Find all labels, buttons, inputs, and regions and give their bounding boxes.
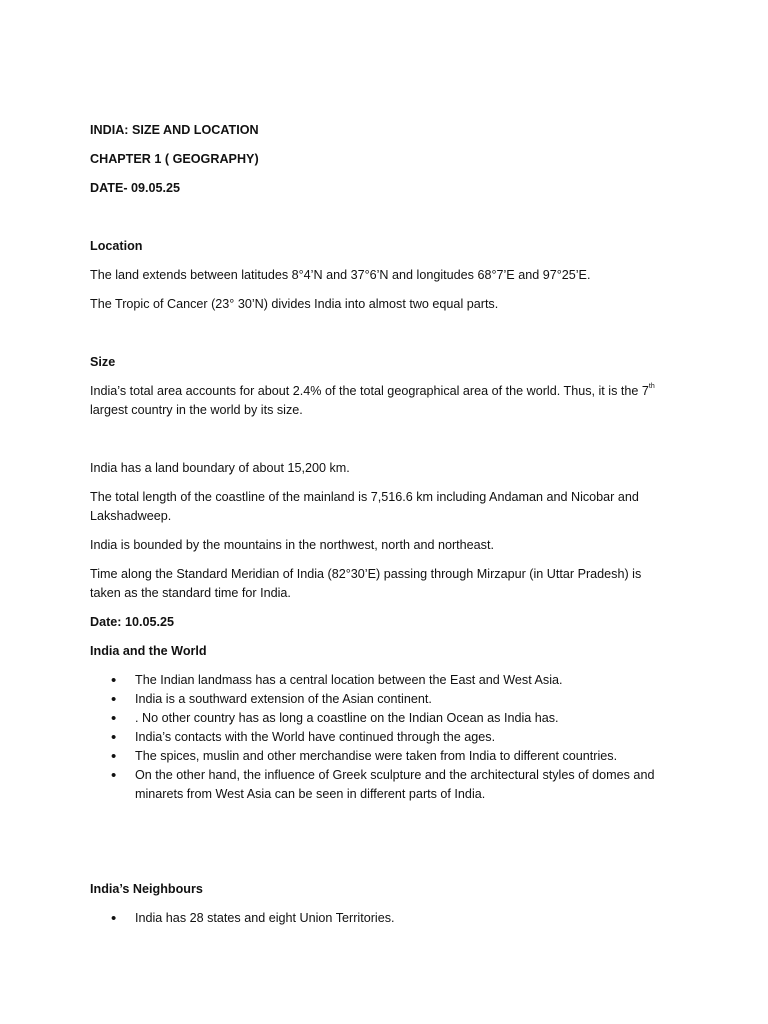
date-label: DATE- 09.05.25 (90, 181, 181, 195)
size-area-text-end: largest country in the world by its size. (90, 403, 303, 417)
neighbours-heading: India’s Neighbours (90, 882, 203, 896)
world-heading: India and the World (90, 644, 207, 658)
world-bullet-list (90, 671, 675, 804)
size-area-text: India’s total area accounts for about 2.4% of the total geographical area of the world. Thus, it is the 7 (90, 384, 649, 398)
neighbours-bullet-list (90, 909, 675, 928)
list-item: • India has 28 states and eight Union Territories. (90, 909, 675, 928)
size-paragraph: India is bounded by the mountains in the northwest, north and northeast. (90, 538, 494, 552)
size-paragraph: India has a land boundary of about 15,200 km. (90, 461, 350, 475)
list-item: • The spices, muslin and other merchandise were taken from India to different countries. (90, 747, 675, 766)
document-body (90, 121, 675, 928)
size-paragraph: The total length of the coastline of the mainland is 7,516.6 km including Andaman and Nicobar and Lakshadweep. (90, 490, 639, 523)
list-item: • The Indian landmass has a central location between the East and West Asia. (90, 671, 675, 690)
list-item: • On the other hand, the influence of Greek sculpture and the architectural styles of domes and minarets from West Asia can be seen in different parts of India. (90, 766, 675, 804)
size-area-paragraph (90, 382, 675, 420)
list-item: • India’s contacts with the World have continued through the ages. (90, 728, 675, 747)
location-paragraph: The Tropic of Cancer (23° 30’N) divides India into almost two equal parts. (90, 297, 499, 311)
list-item: • India is a southward extension of the Asian continent. (90, 690, 675, 709)
second-date-label: Date: 10.05.25 (90, 615, 175, 629)
size-area-superscript: th (648, 383, 655, 390)
chapter-label: CHAPTER 1 ( GEOGRAPHY) (90, 152, 259, 166)
location-heading: Location (90, 239, 143, 253)
location-paragraph: The land extends between latitudes 8°4’N and 37°6’N and longitudes 68°7’E and 97°25’E. (90, 268, 591, 282)
list-item: • . No other country has as long a coastline on the Indian Ocean as India has. (90, 709, 675, 728)
size-paragraph: Time along the Standard Meridian of India (82°30’E) passing through Mirzapur (in Uttar Pradesh) is taken as the standard time for India. (90, 567, 642, 600)
size-heading: Size (90, 355, 116, 369)
document-title: INDIA: SIZE AND LOCATION (90, 123, 259, 137)
